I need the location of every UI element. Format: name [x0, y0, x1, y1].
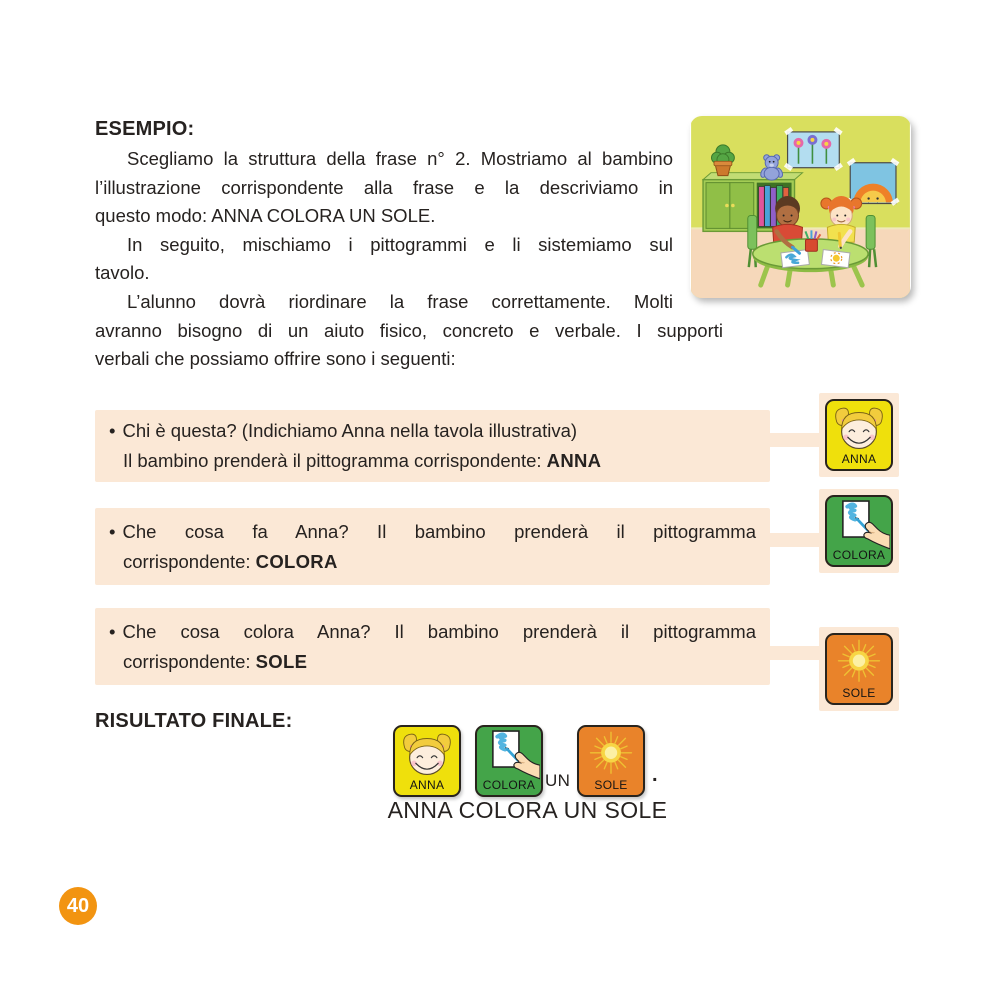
pictogram-label: COLORA [832, 548, 886, 562]
support-text: Che cosa colora Anna? Il bambino prenderà il pittogramma [122, 620, 756, 642]
boy-drawing [781, 250, 809, 268]
paragraph-line: tavolo. [95, 262, 150, 284]
pictogram-label: COLORA [482, 778, 536, 792]
section-heading-esempio: ESEMPIO: [95, 118, 195, 140]
pictogram-card-anna [825, 399, 893, 471]
connector-anna [770, 433, 822, 447]
pictogram-card-sole [825, 633, 893, 705]
page-number: 40 [66, 894, 90, 917]
pictogram-label: SOLE [594, 778, 628, 792]
classroom-illustration-image [690, 116, 911, 298]
paragraph-line: l’illustrazione corrispondente alla frase e la descriviamo in [95, 176, 673, 198]
result-sentence: ANNA COLORA UN SOLE [387, 797, 668, 823]
paragraph-line: verbali che possiamo offrire sono i seguenti: [95, 348, 456, 370]
result-card-anna [393, 725, 461, 797]
pictogram-card-colora [825, 495, 893, 567]
paragraph-line: questo modo: ANNA COLORA UN SOLE. [95, 205, 436, 227]
pictogram-frame-sole [819, 627, 899, 711]
support-box-colora [95, 508, 770, 585]
connector-colora [770, 533, 822, 547]
girl-drawing [822, 250, 850, 268]
anna-face-icon [396, 728, 458, 780]
result-card-sole [577, 725, 645, 797]
girl-pencil [839, 233, 840, 246]
pictogram-word: ANNA [546, 450, 602, 471]
support-box-sole [95, 608, 770, 685]
paragraph-line: In seguito, mischiamo i pittogrammi e li sistemiamo sul [127, 233, 673, 255]
coloring-hand-icon [828, 498, 890, 550]
sun-icon [580, 728, 642, 780]
sentence-period: . [652, 764, 658, 786]
pictogram-word: COLORA [255, 550, 338, 572]
support-question [109, 517, 756, 547]
paragraph-line: Scegliamo la struttura della frase n° 2. Mostriamo al bambino [127, 148, 673, 169]
support-box-anna [95, 410, 770, 482]
support-text: Che cosa fa Anna? Il bambino prenderà il pittogramma [122, 520, 756, 542]
sun-icon [828, 636, 890, 688]
bullet: • [109, 420, 116, 441]
intro-paragraphs [95, 145, 723, 374]
result-card-colora [475, 725, 543, 797]
section-heading-risultato: RISULTATO FINALE: [95, 710, 293, 732]
support-question [109, 617, 756, 647]
page-number-badge [59, 887, 97, 925]
paragraph-line: avranno bisogno di un aiuto fisico, concreto e verbale. I supporti [95, 319, 723, 341]
anna-face-icon [828, 402, 890, 454]
article-word: UN [545, 771, 571, 790]
pictogram-label: SOLE [842, 686, 876, 700]
bullet: • [109, 520, 116, 542]
connector-sole [770, 646, 822, 660]
pictogram-label: ANNA [841, 452, 877, 466]
paragraph-line: L’alunno dovrà riordinare la frase correttamente. Molti [127, 290, 673, 312]
support-answer: Il bambino prenderà il pittogramma corrispondente: ANNA [123, 450, 602, 471]
support-answer: corrispondente: SOLE [123, 650, 308, 672]
pictogram-word: SOLE [255, 650, 308, 672]
support-text: Chi è questa? (Indichiamo Anna nella tavola illustrativa) [122, 420, 578, 441]
flower-poster [784, 127, 843, 171]
pictogram-frame-colora [819, 489, 899, 573]
classroom-illustration [690, 116, 911, 298]
support-question [109, 416, 756, 446]
pictogram-frame-anna [819, 393, 899, 477]
support-answer: corrispondente: COLORA [123, 550, 338, 572]
bullet: • [109, 620, 116, 642]
coloring-hand-icon [478, 728, 540, 780]
pictogram-label: ANNA [409, 778, 445, 792]
